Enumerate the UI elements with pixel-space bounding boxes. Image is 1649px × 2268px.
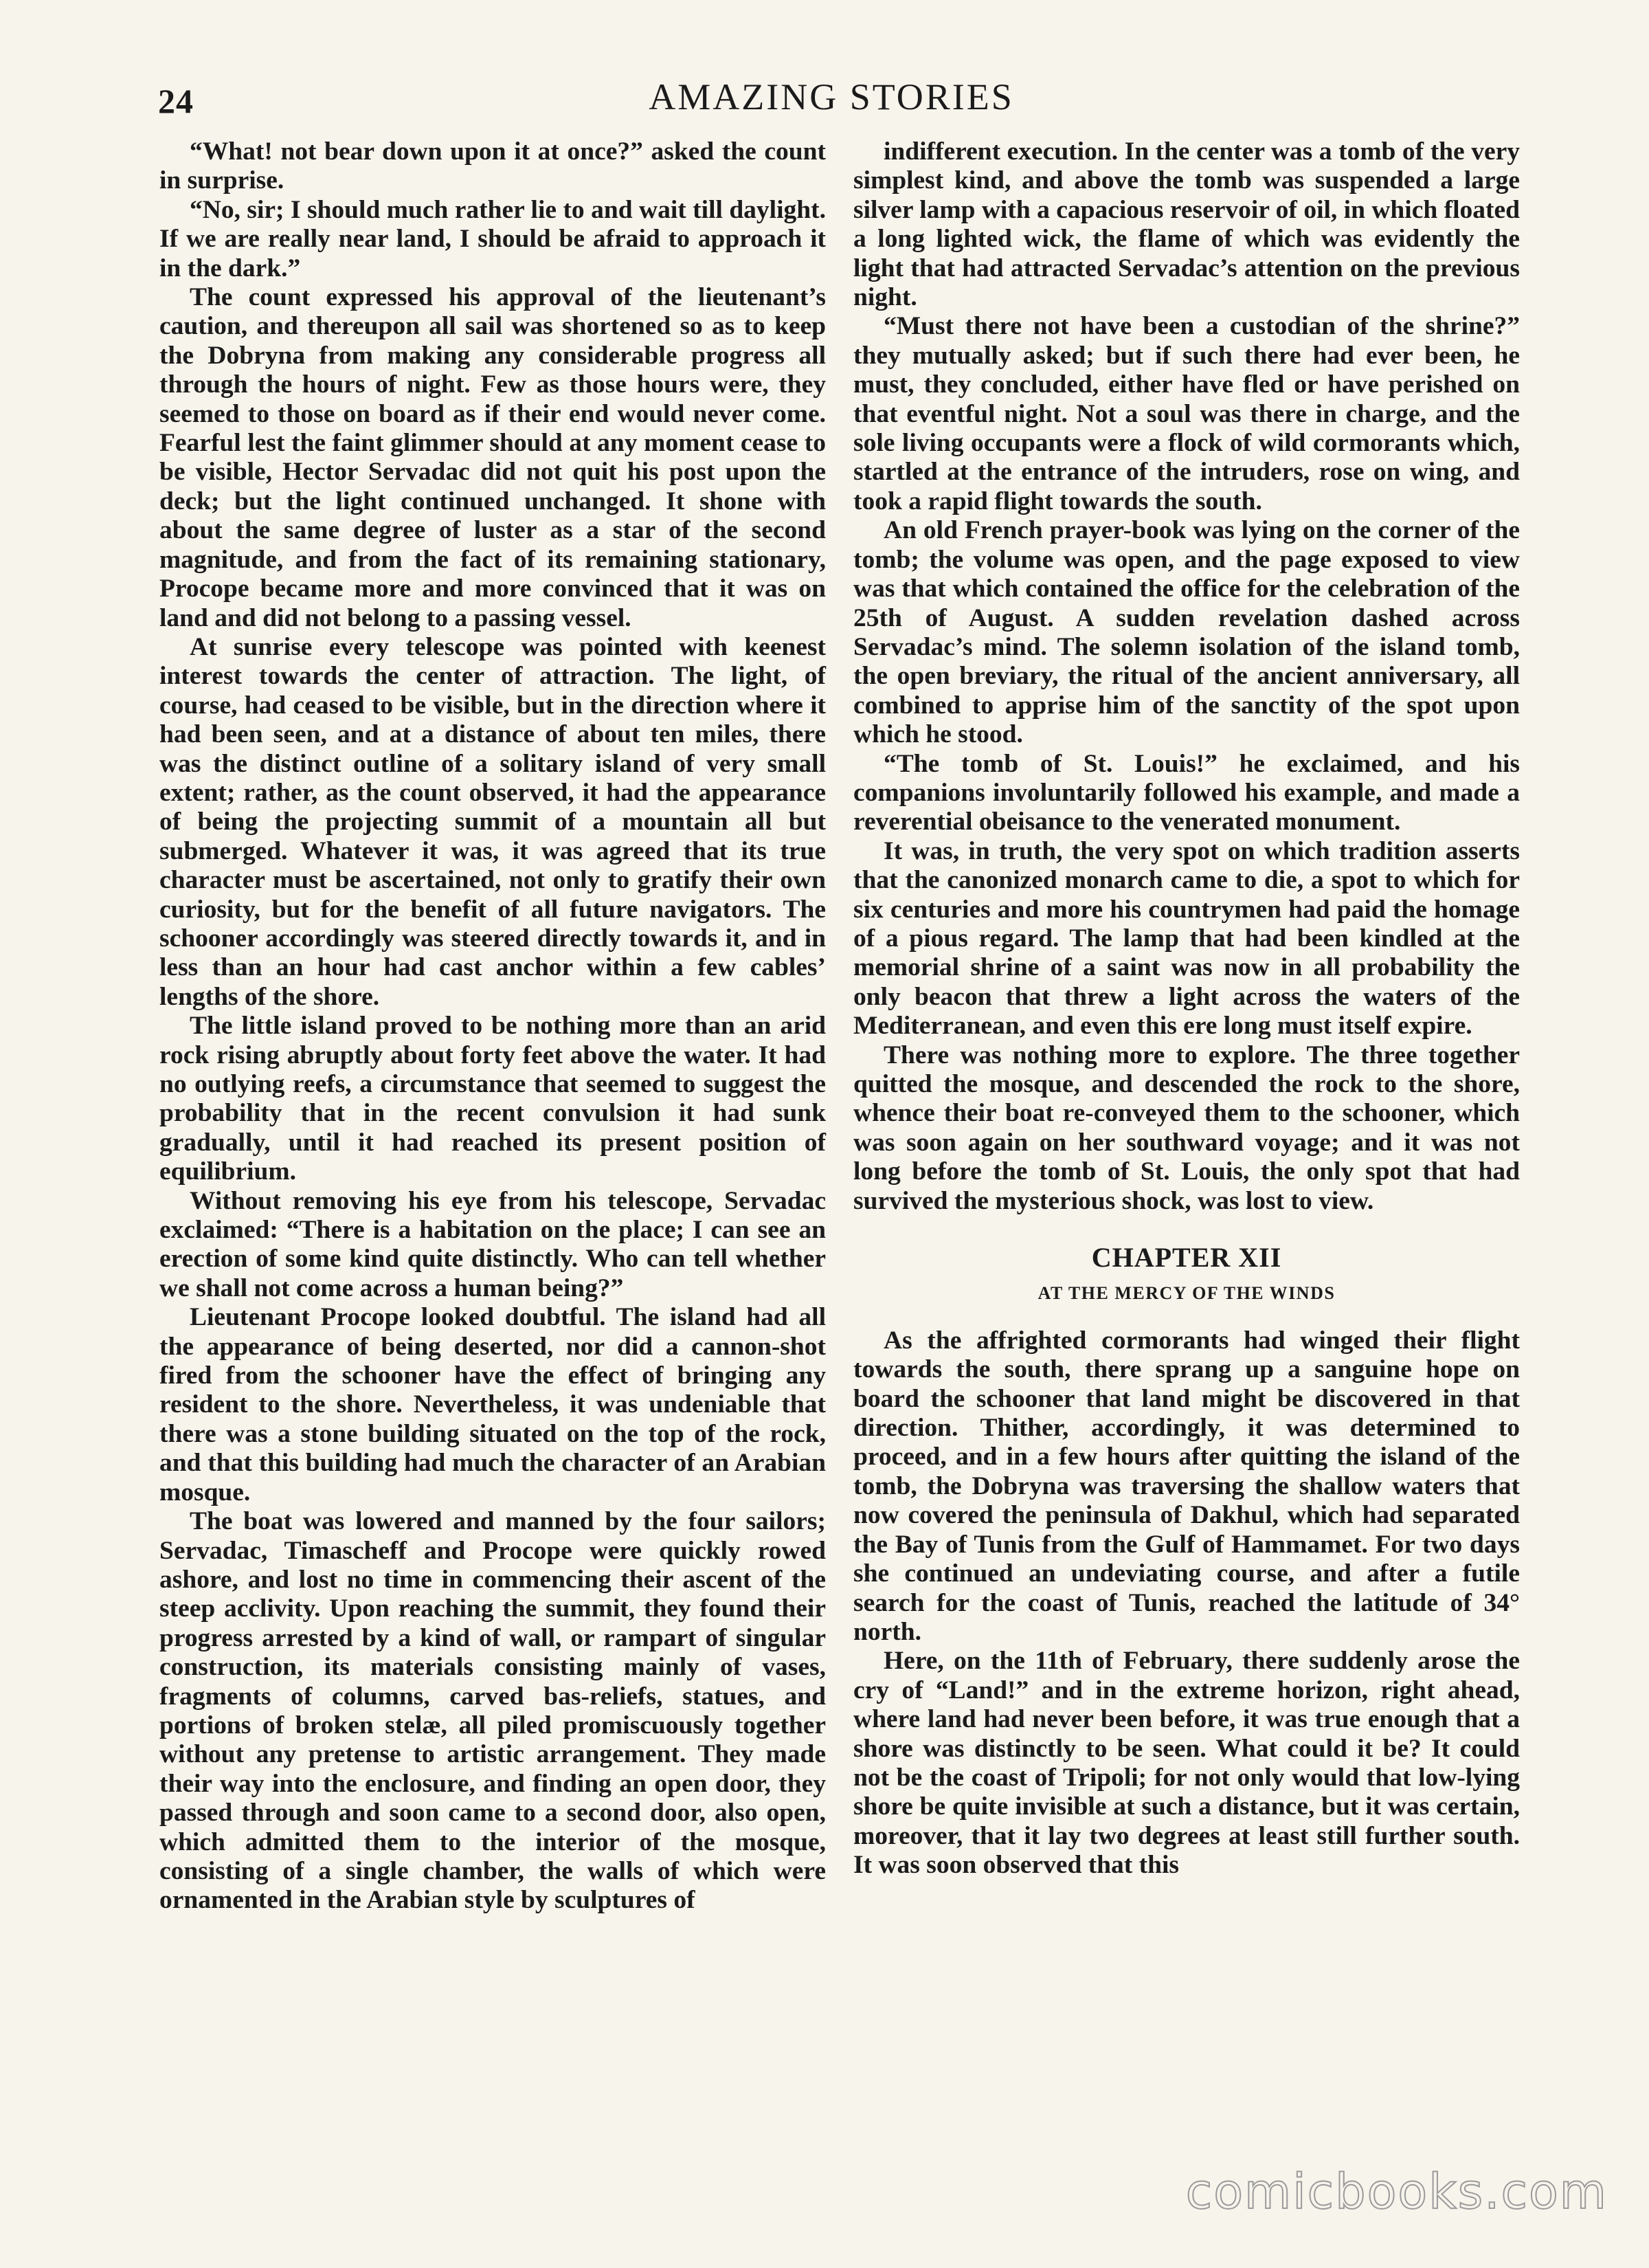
paragraph: There was nothing more to explore. The three together quitted the mosque, and descended the rock to the shore, whence their boat re-conveyed them to the schooner, which was soon again on her southward voyage; and it was not long before the tomb of St. Louis, the only spot that had survived the mysterious shock, was lost to view. bbox=[853, 1041, 1520, 1215]
paragraph: Lieutenant Procope looked doubtful. The island had all the appearance of being deserted, nor did a cannon-shot fired from the schooner have the effect of bringing any resident to the shore. Nevertheless, it was undeniable that there was a stone building situated on the top of the rock, and that this building had much the character of an Arabian mosque. bbox=[159, 1303, 826, 1507]
chapter-heading: CHAPTER XII bbox=[1091, 1242, 1282, 1274]
paragraph: It was, in truth, the very spot on which tradition asserts that the canonized monarch came to die, a spot to which for six centuries and more his countrymen had paid the homage of a pious regard. The lamp that had been kindled at the memorial shrine of a saint was now in all probability the only beacon that threw a light across the waters of the Mediterranean, and even this ere long must itself expire. bbox=[853, 836, 1520, 1041]
paragraph: Without removing his eye from his telescope, Servadac exclaimed: “There is a habitation on the place; I can see an erection of some kind quite distinctly. Who can tell whether we shall not come across a human being?” bbox=[159, 1186, 826, 1302]
paragraph: The little island proved to be nothing more than an arid rock rising abruptly about forty feet above the water. It had no outlying reefs, a circumstance that seemed to suggest the probability that in the recent convulsion it had sunk gradually, until it had reached its present position of equilibrium. bbox=[159, 1012, 826, 1186]
paragraph: Here, on the 11th of February, there suddenly arose the cry of “Land!” and in the extreme horizon, right ahead, where land had never been before, it was true enough that a shore was distinctly to be seen. What could it be? It could not be the coast of Tripoli; for not only would that low-lying shore be quite invisible at such a distance, but it was certain, moreover, that it lay two degrees at least still further south. It was soon observed that this bbox=[853, 1647, 1520, 1880]
paragraph: “What! not bear down upon it at once?” asked the count in surprise. bbox=[159, 137, 826, 195]
paragraph: “Must there not have been a custodian of the shrine?” they mutually asked; but if such there had ever been, he must, they concluded, either have fled or have perished on that eventful night. Not a soul was there in charge, and the sole living occupants were a flock of wild cormorants which, startled at the entrance of the intruders, rose on wing, and took a rapid flight towards the south. bbox=[853, 312, 1520, 515]
paragraph: The boat was lowered and manned by the four sailors; Servadac, Timascheff and Procope were quickly rowed ashore, and lost no time in commencing their ascent of the steep acclivity. Upon reaching the summit, they found their progress arrested by a kind of wall, or rampart of singular construction, its materials consisting mainly of vases, fragments of columns, carved bas-reliefs, statues, and portions of broken stelæ, all piled promiscuously together without any pretense to artistic arrangement. They made their way into the enclosure, and finding an open door, they passed through and soon came to a second door, also open, which admitted them to the interior of the mosque, consisting of a single chamber, the walls of which were ornamented in the Arabian style by sculptures of bbox=[159, 1507, 826, 1915]
paragraph: indifferent execution. In the center was a tomb of the very simplest kind, and above the tomb was suspended a large silver lamp with a capacious reservoir of oil, in which floated a long lighted wick, the flame of which was evidently the light that had attracted Servadac’s attention on the previous night. bbox=[853, 137, 1520, 312]
running-title: AMAZING STORIES bbox=[649, 76, 1014, 118]
paragraph: An old French prayer-book was lying on the corner of the tomb; the volume was open, and the page exposed to view was that which contained the office for the celebration of the 25th of August. A sudden revelation dashed across Servadac’s mind. The solemn isolation of the island tomb, the open breviary, the ritual of the ancient anniversary, all combined to apprise him of the sanctity of the spot upon which he stood. bbox=[853, 516, 1520, 749]
paragraph: At sunrise every telescope was pointed with keenest interest towards the center of attraction. The light, of course, had ceased to be visible, but in the direction where it had been seen, and at a distance of about ten miles, there was the distinct outline of a solitary island of very small extent; rather, as the count observed, it had the appearance of being the projecting summit of a mountain all but submerged. Whatever it was, it was agreed that its true character must be ascertained, not only to gratify their own curiosity, but for the benefit of all future navigators. The schooner accordingly was steered directly towards it, and in less than an hour had cast anchor within a few cables’ lengths of the shore. bbox=[159, 632, 826, 1011]
page-header bbox=[158, 76, 1505, 131]
paragraph: The count expressed his approval of the lieutenant’s caution, and thereupon all sail was shortened so as to keep the Dobryna from making any considerable progress all through the hours of night. Few as those hours were, they seemed to those on board as if their end would never come. Fearful lest the faint glimmer should at any moment cease to be visible, Hector Servadac did not quit his post upon the deck; but the light continued unchanged. It shone with about the same degree of luster as a star of the second magnitude, and from the fact of its remaining stationary, Procope became more and more convinced that it was on land and did not belong to a passing vessel. bbox=[159, 283, 826, 632]
paragraph: “The tomb of St. Louis!” he exclaimed, and his companions involuntarily followed his example, and made a reverential obeisance to the venerated monument. bbox=[853, 749, 1520, 836]
paragraph: “No, sir; I should much rather lie to and wait till daylight. If we are really near land, I should be afraid to approach it in the dark.” bbox=[159, 195, 826, 282]
chapter-subtitle: AT THE MERCY OF THE WINDS bbox=[1037, 1283, 1336, 1304]
page-number: 24 bbox=[158, 82, 194, 120]
right-column bbox=[853, 137, 1520, 1880]
left-column bbox=[159, 137, 826, 1915]
watermark: comicbooks.com bbox=[1185, 2164, 1608, 2220]
paragraph: As the affrighted cormorants had winged their flight towards the south, there sprang up a sanguine hope on board the schooner that land might be discovered in that direction. Thither, accordingly, it was determined to proceed, and in a few hours after quitting the island of the tomb, the Dobryna was traversing the shallow waters that now covered the peninsula of Dakhul, which had separated the Bay of Tunis from the Gulf of Hammamet. For two days she continued an undeviating course, and after a futile search for the coast of Tunis, reached the latitude of 34° north. bbox=[853, 1326, 1520, 1646]
